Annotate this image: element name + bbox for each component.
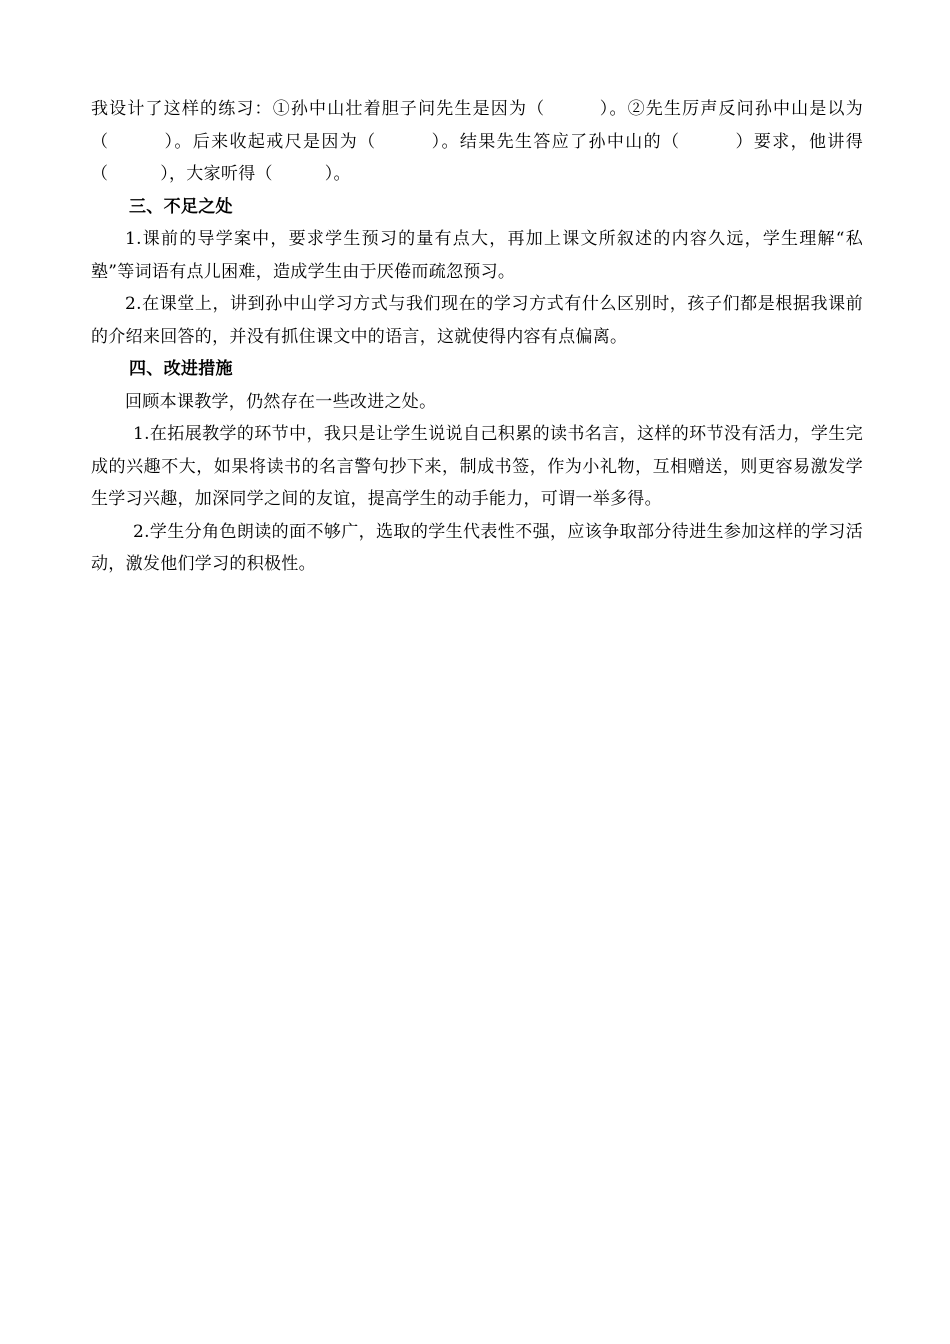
shortcoming-item-2: 2.在课堂上，讲到孙中山学习方式与我们现在的学习方式有什么区别时，孩子们都是根据我课前的介绍来回答的，并没有抓住课文中的语言，这就使得内容有点偏离。: [91, 294, 863, 347]
improvement-item-1: 1.在拓展教学的环节中，我只是让学生说说自己积累的读书名言，这样的环节没有活力，学生完成的兴趣不大，如果将读书的名言警句抄下来，制成书签，作为小礼物，互相赠送，则更容易激发学生学习兴趣，加深同学之间的友谊，提高学生的动手能力，可谓一举多得。: [91, 424, 863, 509]
improvement-item-2: 2.学生分角色朗读的面不够广，选取的学生代表性不强，应该争取部分待进生参加这样的学习活动，激发他们学习的积极性。: [91, 521, 863, 574]
intro-paragraph: 我设计了这样的练习：①孙中山壮着胆子问先生是因为（ ）。②先生厉声反问孙中山是以为（ ）。后来收起戒尺是因为（ ）。结果先生答应了孙中山的（ ）要求，他讲得（ ），大家听得（ ）。: [91, 99, 863, 184]
improvements-intro: 回顾本课教学，仍然存在一些改进之处。: [125, 391, 437, 412]
section-heading-shortcomings: 三、不足之处: [129, 196, 233, 217]
shortcoming-item-1: 1.课前的导学案中，要求学生预习的量有点大，再加上课文所叙述的内容久远，学生理解“私塾”等词语有点儿困难，造成学生由于厌倦而疏忽预习。: [91, 229, 863, 282]
section-heading-improvements: 四、改进措施: [129, 359, 233, 379]
document-page: [91, 93, 863, 581]
